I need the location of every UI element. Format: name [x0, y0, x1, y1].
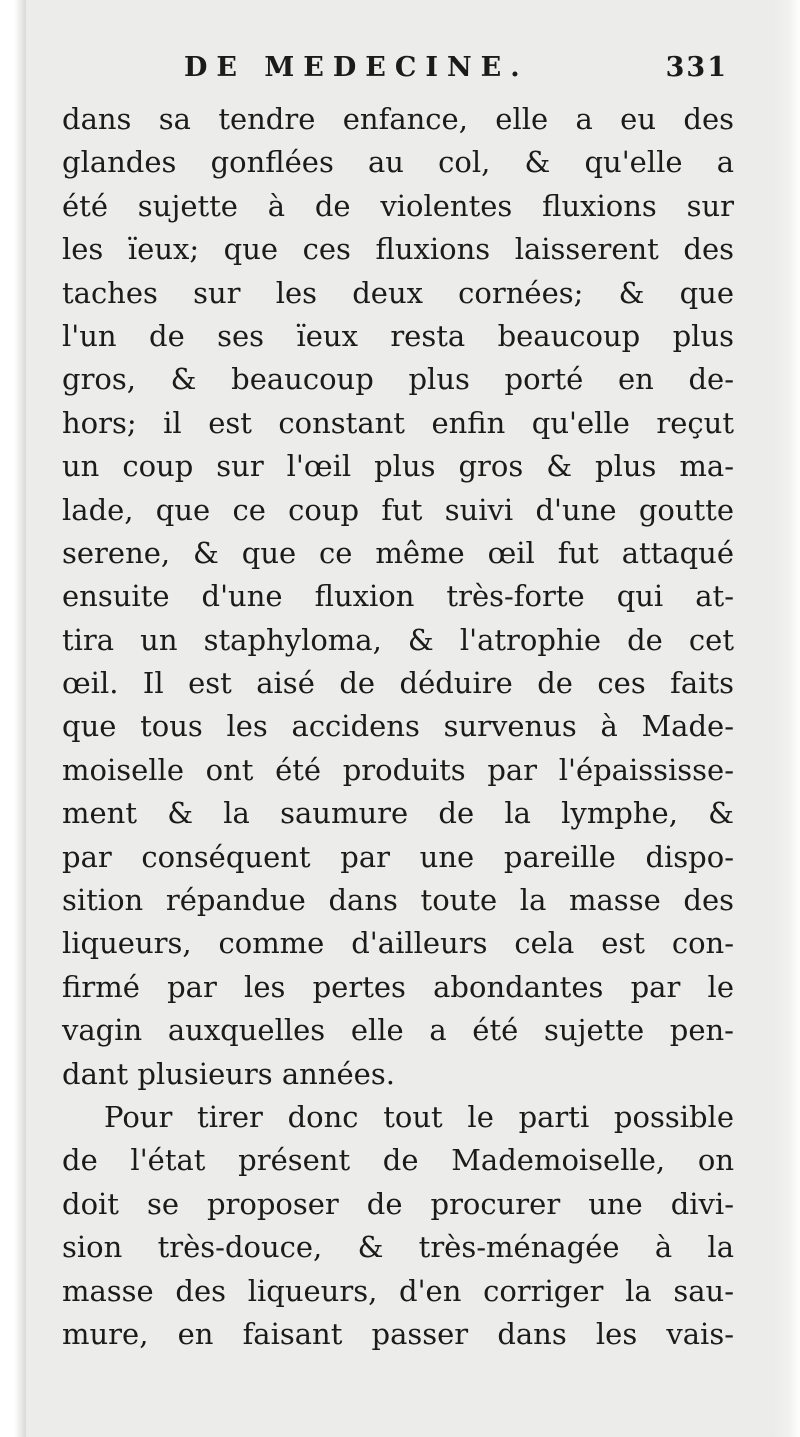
text-line: taches sur les deux cornées; & que [62, 275, 734, 310]
paragraph-1 [62, 98, 734, 1096]
text-line: lade, que ce coup fut suivi d'une goutte [62, 492, 734, 527]
text-line: sion très-douce, & très-ménagée à la [62, 1230, 734, 1265]
text-line: dans sa tendre enfance, elle a eu des [62, 102, 734, 136]
text-line: liqueurs, comme d'ailleurs cela est con- [62, 926, 734, 961]
running-head [62, 52, 734, 98]
text-line: tira un staphyloma, & l'atrophie de cet [62, 622, 734, 657]
left-margin-edge [0, 0, 26, 1437]
text-line: ment & la saumure de la lymphe, & [62, 796, 734, 831]
text-line: mure, en faisant passer dans les vais- [62, 1316, 734, 1351]
text-line: ensuite d'une fluxion très-forte qui at- [62, 579, 734, 614]
text-line: l'un de ses ïeux resta beaucoup plus [62, 318, 734, 353]
text-line: sition répandue dans toute la masse des [62, 883, 734, 918]
paragraph-2 [62, 1096, 734, 1356]
text-line: vagin auxquelles elle a été sujette pen- [62, 1013, 734, 1048]
page-number: 331 [665, 52, 728, 83]
text-line: moiselle ont été produits par l'épaississe- [62, 752, 734, 787]
text-line: firmé par les pertes abondantes par le [62, 969, 734, 1004]
text-line: de l'état présent de Mademoiselle, on [62, 1143, 734, 1178]
text-line: un coup sur l'œil plus gros & plus ma- [62, 449, 734, 484]
text-line: œil. Il est aisé de déduire de ces faits [62, 666, 734, 701]
text-line: dant plusieurs années. [62, 1056, 395, 1091]
text-line: hors; il est constant enfin qu'elle reçut [62, 405, 734, 440]
text-line: masse des liqueurs, d'en corriger la sau- [62, 1273, 734, 1308]
text-line: doit se proposer de procurer une divi- [62, 1186, 734, 1221]
text-line: par conséquent par une pareille dispo- [62, 839, 734, 874]
text-line: Pour tirer donc tout le parti possible [104, 1099, 734, 1134]
page-content [62, 52, 734, 1356]
text-line: que tous les accidens survenus à Made- [62, 709, 734, 744]
right-margin-edge [770, 0, 800, 1437]
text-line: gros, & beaucoup plus porté en de- [62, 362, 734, 397]
text-line: serene, & que ce même œil fut attaqué [62, 535, 734, 570]
text-line: glandes gonflées au col, & qu'elle a [62, 145, 734, 180]
text-line: été sujette à de violentes fluxions sur [62, 188, 734, 223]
running-title: DE MEDECINE. [184, 52, 529, 83]
text-line: les ïeux; que ces fluxions laisserent des [62, 232, 734, 267]
